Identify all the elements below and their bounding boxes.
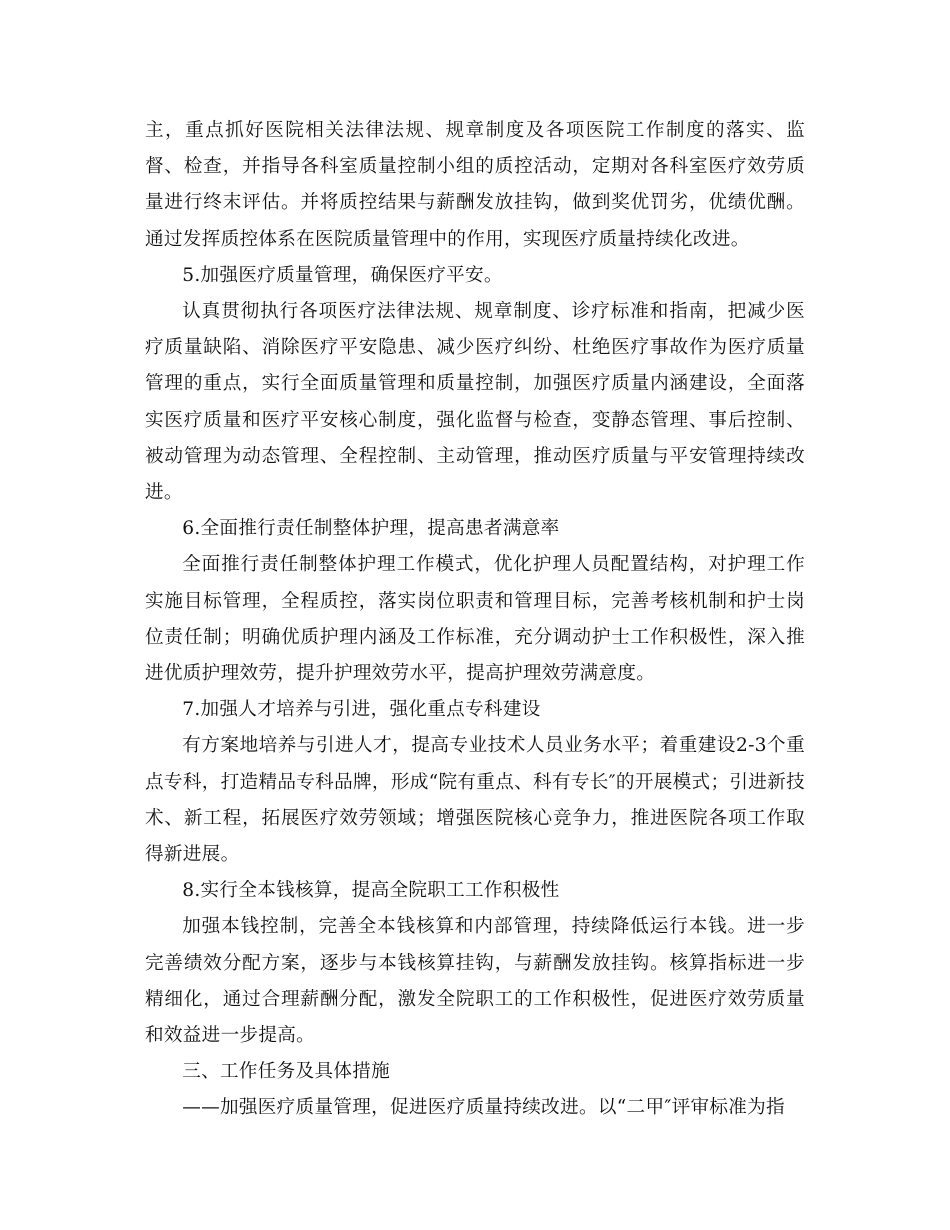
paragraph-tasks-intro: ——加强医疗质量管理，促进医疗质量持续改进。以“二甲″评审标准为指 (182, 1097, 785, 1119)
section-heading-7: 7.加强人才培养与引进，强化重点专科建设 (182, 699, 541, 721)
paragraph-talent: 有方案地培养与引进人才，提高专业技术人员业务水平；着重建设2-3个重点专科，打造精品专科品牌，形成“院有重点、科有专长″的开展模式；引进新技术、新工程，拓展医疗效劳领域；增强医院核心竞争力，推进医院各项工作取得新进展。 (145, 735, 805, 866)
section-heading-6: 6.全面推行责任制整体护理，提高患者满意率 (182, 518, 560, 540)
section-heading-5: 5.加强医疗质量管理，确保医疗平安。 (182, 264, 503, 286)
paragraph-medical-quality: 认真贯彻执行各项医疗法律法规、规章制度、诊疗标准和指南，把减少医疗质量缺陷、消除医疗平安隐患、减少医疗纠纷、杜绝医疗事故作为医疗质量管理的重点，实行全面质量管理和质量控制，加强医疗质量内涵建设，全面落实医疗质量和医疗平安核心制度，强化监督与检查，变静态管理、事后控制、被动管理为动态管理、全程控制、主动管理，推动医疗质量与平安管理持续改进。 (145, 301, 805, 504)
paragraph-cost-accounting: 加强本钱控制，完善全本钱核算和内部管理，持续降低运行本钱。进一步完善绩效分配方案，逐步与本钱核算挂钩，与薪酬发放挂钩。核算指标进一步精细化，通过合理薪酬分配，激发全院职工的工作积极性，促进医疗效劳质量和效益进一步提高。 (145, 916, 805, 1047)
paragraph-quality-control-system: 主，重点抓好医院相关法律法规、规章制度及各项医院工作制度的落实、监督、检查，并指导各科室质量控制小组的质控活动，定期对各科室医疗效劳质量进行终末评估。并将质控结果与薪酬发放挂钩，做到奖优罚劣，优绩优酬。通过发挥质控体系在医院质量管理中的作用，实现医疗质量持续化改进。 (145, 120, 805, 250)
section-heading-3: 三、工作任务及具体措施 (182, 1061, 391, 1083)
paragraph-nursing: 全面推行责任制整体护理工作模式，优化护理人员配置结构，对护理工作实施目标管理，全程质控，落实岗位职责和管理目标，完善考核机制和护士岗位责任制；明确优质护理内涵及工作标准，充分调动护士工作积极性，深入推进优质护理效劳，提升护理效劳水平，提高护理效劳满意度。 (145, 554, 805, 685)
section-heading-8: 8.实行全本钱核算，提高全院职工工作积极性 (182, 880, 560, 902)
